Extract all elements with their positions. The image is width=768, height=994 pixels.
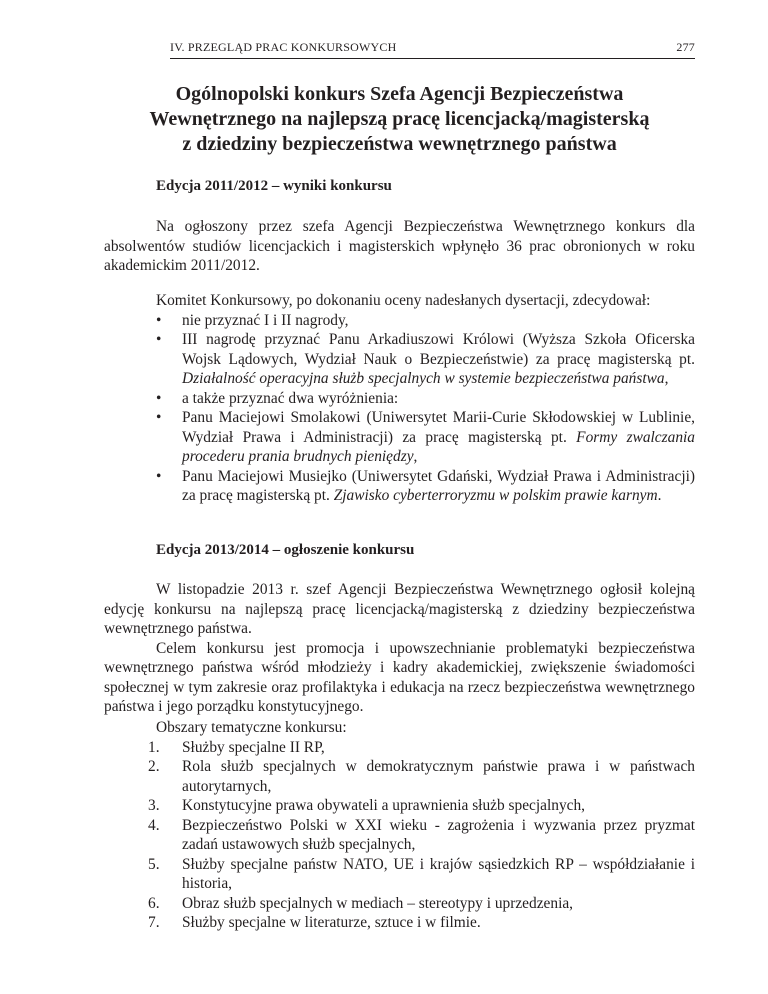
- paragraph: Na ogłoszony przez szefa Agencji Bezpieczeństwa Wewnętrznego konkurs dla absolwentów studiów licencjackich i magisterskich wpłynęło 36 prac obronionych w roku akademickim 2011/2012.: [104, 218, 695, 274]
- title-line: Ogólnopolski konkurs Szefa Agencji Bezpieczeństwa: [175, 83, 624, 105]
- section2-body: [104, 580, 695, 717]
- list-item: • Panu Maciejowi Smolakowi (Uniwersytet Marii-Curie Skłodowskiej w Lublinie, Wydział Prawa i Administracji) za pracę magisterską pt. Formy zwalczania procederu prania brudnych pieniędzy,: [156, 409, 695, 465]
- paragraph: Komitet Konkursowy, po dokonaniu oceny nadesłanych dysertacji, zdecydował:: [156, 292, 651, 309]
- document-page: [104, 0, 695, 994]
- list-item: 5. Służby specjalne państw NATO, UE i krajów sąsiedzkich RP – współdziałanie i historia,: [148, 855, 695, 892]
- list-item: 3. Konstytucyjne prawa obywateli a uprawnienia służb specjalnych,: [148, 797, 586, 814]
- running-head-title: IV. PRZEGLĄD PRAC KONKURSOWYCH: [170, 40, 397, 54]
- list-item: 4. Bezpieczeństwo Polski w XXI wieku - zagrożenia i wyzwania przez pryzmat zadań ustawowych służb specjalnych,: [148, 816, 695, 853]
- results-list: [104, 311, 695, 506]
- paragraph: W listopadzie 2013 r. szef Agencji Bezpieczeństwa Wewnętrznego ogłosił kolejną edycję konkursu na najlepszą pracę licencjacką/magisterską z dziedziny bezpieczeństwa wewnętrznego państwa.: [104, 581, 695, 637]
- list-item: • III nagrodę przyznać Panu Arkadiuszowi Królowi (Wyższa Szkoła Oficerska Wojsk Lądowych, Wydział Nauk o Bezpieczeństwie) za pracę magisterską pt. Działalność operacyjna służb specjalnych w systemie bezpieczeństwa państwa,: [156, 331, 695, 387]
- bullet: •: [156, 467, 162, 485]
- article-title: [104, 82, 695, 157]
- section-heading: Edycja 2011/2012 – wyniki konkursu: [156, 178, 392, 194]
- topics-list: [104, 738, 695, 933]
- bullet: •: [156, 389, 162, 407]
- topics-block: [104, 718, 695, 933]
- list-item: • a także przyznać dwa wyróżnienia:: [156, 389, 399, 407]
- bullet: •: [156, 311, 162, 329]
- thesis-title: Działalność operacyjna służb specjalnych w systemie bezpieczeństwa państwa: [182, 370, 665, 387]
- list-item: • nie przyznać I i II nagrody,: [156, 311, 349, 329]
- thesis-title: Zjawisko cyberterroryzmu w polskim prawie karnym: [333, 487, 658, 504]
- running-head: [170, 40, 695, 58]
- list-item: 2. Rola służb specjalnych w demokratycznym państwie prawa i w państwach autorytarnych,: [148, 758, 695, 795]
- section-heading: Edycja 2013/2014 – ogłoszenie konkursu: [156, 542, 415, 558]
- page-number: 277: [676, 40, 695, 54]
- header-rule: [170, 58, 695, 59]
- bullet: •: [156, 409, 162, 426]
- title-line: z dziedziny bezpieczeństwa wewnętrznego państwa: [182, 133, 617, 155]
- thesis-title: Formy zwalczania procederu prania brudnych pieniędzy: [182, 428, 695, 465]
- bullet: •: [156, 331, 162, 348]
- list-item: 1. Służby specjalne II RP,: [148, 738, 325, 756]
- paragraph: Obszary tematyczne konkursu:: [156, 719, 347, 736]
- title-line: Wewnętrznego na najlepszą pracę licencjacką/magisterską: [149, 108, 650, 130]
- list-item: 6. Obraz służb specjalnych w mediach – stereotypy i uprzedzenia,: [148, 894, 574, 912]
- decision-block: [104, 291, 695, 506]
- list-item: 7. Służby specjalne w literaturze, sztuce i w filmie.: [148, 914, 481, 931]
- paragraph: Celem konkursu jest promocja i upowszechnianie problematyki bezpieczeństwa wewnętrznego państwa wśród młodzieży i kadry akademickiej, zwiększenie świadomości społecznej w tym zakresie oraz profilaktyka i edukacja na rzecz bezpieczeństwa wewnętrznego państwa i jego porządku konstytucyjnego.: [104, 639, 695, 715]
- list-item: • Panu Maciejowi Musiejko (Uniwersytet Gdański, Wydział Prawa i Administracji) za pracę magisterską pt. Zjawisko cyberterroryzmu w polskim prawie karnym.: [156, 467, 695, 504]
